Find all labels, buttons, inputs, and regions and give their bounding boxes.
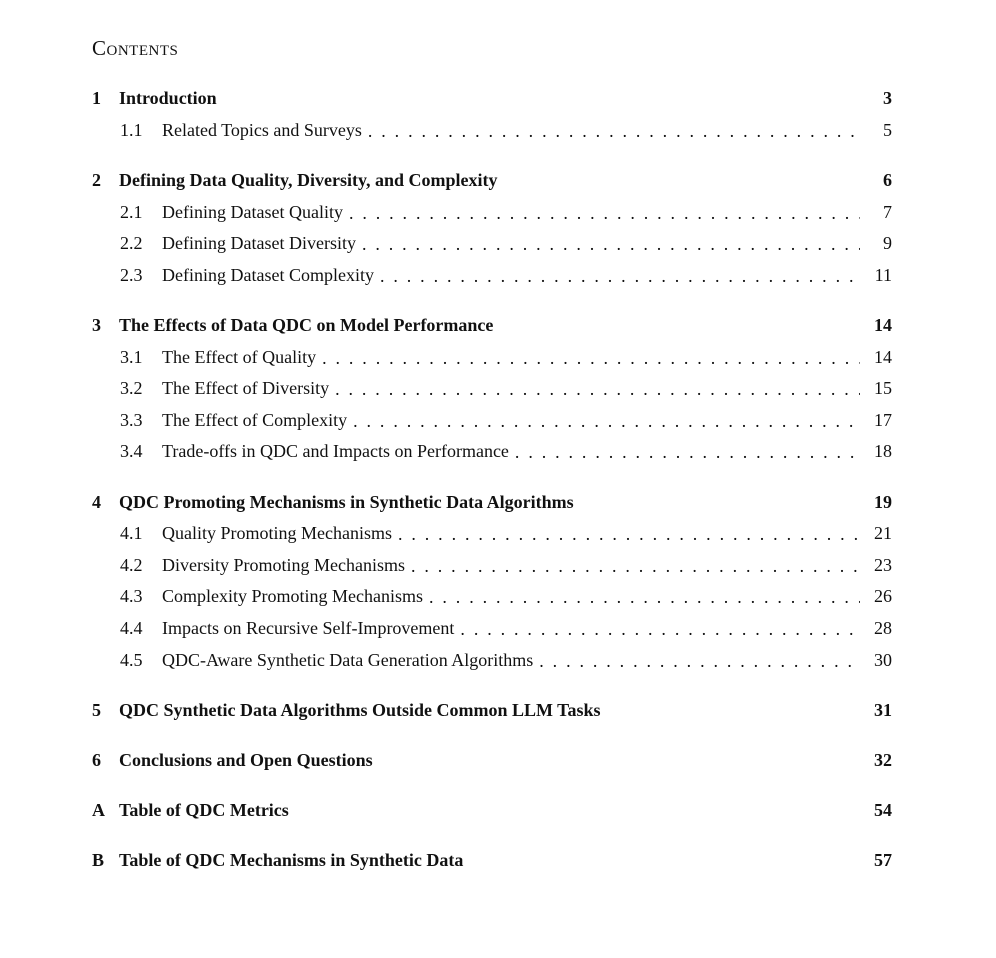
section-title: QDC Promoting Mechanisms in Synthetic Data Algorithms <box>119 492 574 512</box>
subsection-number: 4.4 <box>120 618 143 638</box>
subsection-number: 2.3 <box>120 265 143 285</box>
section-title: QDC Synthetic Data Algorithms Outside Common LLM Tasks <box>119 700 601 720</box>
page-number: 26 <box>874 586 892 606</box>
section-number: 3 <box>92 315 101 335</box>
subsection-title: Complexity Promoting Mechanisms <box>162 586 423 606</box>
subsection-number: 3.2 <box>120 378 143 398</box>
dot-leader <box>411 556 860 574</box>
subsection-number: 4.3 <box>120 586 143 606</box>
dot-leader <box>539 651 860 669</box>
subsection-title: Impacts on Recursive Self-Improvement <box>162 618 455 638</box>
subsection-title: Defining Dataset Diversity <box>162 233 356 253</box>
dot-leader <box>353 411 860 429</box>
dot-leader <box>460 619 860 637</box>
toc-entry-subsection[interactable] <box>120 347 892 371</box>
toc-entry-section[interactable] <box>92 88 892 112</box>
page-number: 30 <box>874 650 892 670</box>
page-number: 32 <box>874 750 892 770</box>
toc-heading: Contents <box>92 36 179 60</box>
page-number: 11 <box>874 265 892 285</box>
page-number: 14 <box>874 315 892 335</box>
page-number: 14 <box>874 347 892 367</box>
page-number: 31 <box>874 700 892 720</box>
section-number: 2 <box>92 170 101 190</box>
dot-leader <box>322 348 860 366</box>
subsection-number: 3.4 <box>120 441 143 461</box>
subsection-title: Quality Promoting Mechanisms <box>162 523 392 543</box>
subsection-title: The Effect of Complexity <box>162 410 348 430</box>
dot-leader <box>398 524 860 542</box>
page-number: 5 <box>883 120 892 140</box>
subsection-number: 4.2 <box>120 555 143 575</box>
page-number: 54 <box>874 800 892 820</box>
appendix-title: Table of QDC Mechanisms in Synthetic Data <box>119 850 464 870</box>
page-number: 23 <box>874 555 892 575</box>
dot-leader <box>349 203 860 221</box>
page-number: 7 <box>883 202 892 222</box>
subsection-number: 2.2 <box>120 233 143 253</box>
toc-entry-section[interactable] <box>92 700 892 724</box>
page-number: 17 <box>874 410 892 430</box>
appendix-letter: A <box>92 800 105 820</box>
subsection-number: 2.1 <box>120 202 143 222</box>
subsection-number: 4.1 <box>120 523 143 543</box>
subsection-number: 1.1 <box>120 120 143 140</box>
subsection-title: The Effect of Quality <box>162 347 317 367</box>
toc-entry-subsection[interactable] <box>120 410 892 434</box>
subsection-title: Trade-offs in QDC and Impacts on Performance <box>162 441 509 461</box>
toc-entry-subsection[interactable] <box>120 618 892 642</box>
subsection-title: The Effect of Diversity <box>162 378 330 398</box>
subsection-number: 3.3 <box>120 410 143 430</box>
subsection-title: Defining Dataset Quality <box>162 202 343 222</box>
section-number: 4 <box>92 492 101 512</box>
page-number: 3 <box>883 88 892 108</box>
dot-leader <box>429 587 860 605</box>
dot-leader <box>515 442 860 460</box>
toc-entry-subsection[interactable] <box>120 233 892 257</box>
section-number: 5 <box>92 700 101 720</box>
section-title: The Effects of Data QDC on Model Performance <box>119 315 494 335</box>
appendix-title: Table of QDC Metrics <box>119 800 289 820</box>
toc-entry-section[interactable] <box>92 170 892 194</box>
toc-entry-subsection[interactable] <box>120 555 892 579</box>
toc-entry-section[interactable] <box>92 315 892 339</box>
toc-entry-section[interactable] <box>92 750 892 774</box>
subsection-title: Related Topics and Surveys <box>162 120 362 140</box>
page-number: 9 <box>883 233 892 253</box>
toc-entry-subsection[interactable] <box>120 378 892 402</box>
subsection-title: Defining Dataset Complexity <box>162 265 374 285</box>
page-number: 6 <box>883 170 892 190</box>
section-title: Defining Data Quality, Diversity, and Complexity <box>119 170 498 190</box>
page-number: 18 <box>874 441 892 461</box>
section-number: 6 <box>92 750 101 770</box>
subsection-number: 3.1 <box>120 347 143 367</box>
toc-entry-appendix[interactable] <box>92 800 892 824</box>
section-title: Introduction <box>119 88 217 108</box>
toc-entry-subsection[interactable] <box>120 202 892 226</box>
toc-entry-appendix[interactable] <box>92 850 892 874</box>
page-number: 21 <box>874 523 892 543</box>
subsection-number: 4.5 <box>120 650 143 670</box>
section-title: Conclusions and Open Questions <box>119 750 373 770</box>
toc-entry-subsection[interactable] <box>120 441 892 465</box>
subsection-title: QDC-Aware Synthetic Data Generation Algorithms <box>162 650 534 670</box>
toc-entry-section[interactable] <box>92 492 892 516</box>
toc-entry-subsection[interactable] <box>120 523 892 547</box>
dot-leader <box>380 266 860 284</box>
dot-leader <box>335 379 860 397</box>
page-number: 15 <box>874 378 892 398</box>
toc-entry-subsection[interactable] <box>120 650 892 674</box>
toc-entry-subsection[interactable] <box>120 265 892 289</box>
section-number: 1 <box>92 88 101 108</box>
dot-leader <box>362 234 860 252</box>
appendix-letter: B <box>92 850 105 870</box>
subsection-title: Diversity Promoting Mechanisms <box>162 555 405 575</box>
dot-leader <box>368 121 860 139</box>
page-number: 28 <box>874 618 892 638</box>
page-number: 19 <box>874 492 892 512</box>
toc-entry-subsection[interactable] <box>120 120 892 144</box>
toc-entry-subsection[interactable] <box>120 586 892 610</box>
page-number: 57 <box>874 850 892 870</box>
